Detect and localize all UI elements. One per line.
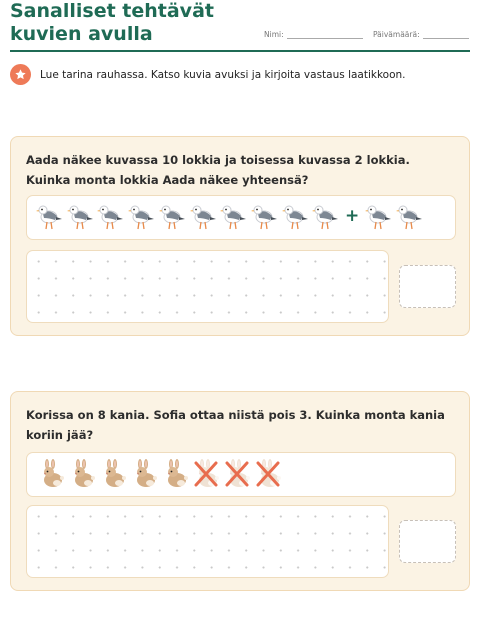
rabbit-icon — [161, 459, 189, 489]
answer-box[interactable] — [399, 265, 456, 308]
name-label: Nimi: — [264, 30, 284, 39]
header-divider — [10, 50, 470, 52]
cross-out-icon — [223, 459, 251, 493]
answer-box[interactable] — [399, 520, 456, 563]
rabbit-icon — [37, 459, 65, 489]
instruction-text: Lue tarina rauhassa. Katso kuvia avuksi ja kirjoita vastaus laatikkoon. — [40, 68, 406, 81]
task-card-rabbits — [10, 391, 470, 591]
star-icon — [10, 64, 31, 85]
date-line[interactable] — [423, 30, 469, 39]
cross-out-icon — [192, 459, 220, 493]
seagull-icon — [66, 202, 94, 232]
rabbit-icon — [223, 459, 251, 489]
seagull-icon — [219, 202, 247, 232]
date-label: Päivämäärä: — [373, 30, 420, 39]
worksheet-title: Sanalliset tehtävät kuvien avulla — [10, 0, 214, 45]
dotted-work-area[interactable] — [26, 505, 389, 578]
rabbit-icon — [254, 459, 282, 489]
picture-row — [26, 195, 456, 240]
picture-row — [26, 452, 456, 497]
rabbit-icon — [130, 459, 158, 489]
seagull-icon — [96, 202, 124, 232]
seagull-icon — [281, 202, 309, 232]
name-field[interactable] — [264, 30, 363, 39]
seagull-icon — [395, 202, 423, 232]
seagull-icon — [250, 202, 278, 232]
task-question: Korissa on 8 kania. Sofia ottaa niistä pois 3. Kuinka monta kania koriin jää? — [26, 408, 445, 442]
rabbit-icon — [68, 459, 96, 489]
seagull-icon — [35, 202, 63, 232]
task-question: Aada näkee kuvassa 10 lokkia ja toisessa kuvassa 2 lokkia. Kuinka monta lokkia Aada näkee yhteensä? — [26, 153, 410, 187]
seagull-icon — [311, 202, 339, 232]
seagull-icon — [189, 202, 217, 232]
date-field[interactable] — [373, 30, 469, 39]
plus-sign: + — [345, 206, 360, 226]
seagull-icon — [364, 202, 392, 232]
task-card-seagulls — [10, 136, 470, 336]
instruction — [10, 64, 406, 85]
rabbit-icon — [99, 459, 127, 489]
cross-out-icon — [254, 459, 282, 493]
dotted-work-area[interactable] — [26, 250, 389, 323]
name-line[interactable] — [287, 30, 363, 39]
seagull-icon — [127, 202, 155, 232]
rabbit-icon — [192, 459, 220, 489]
seagull-icon — [158, 202, 186, 232]
